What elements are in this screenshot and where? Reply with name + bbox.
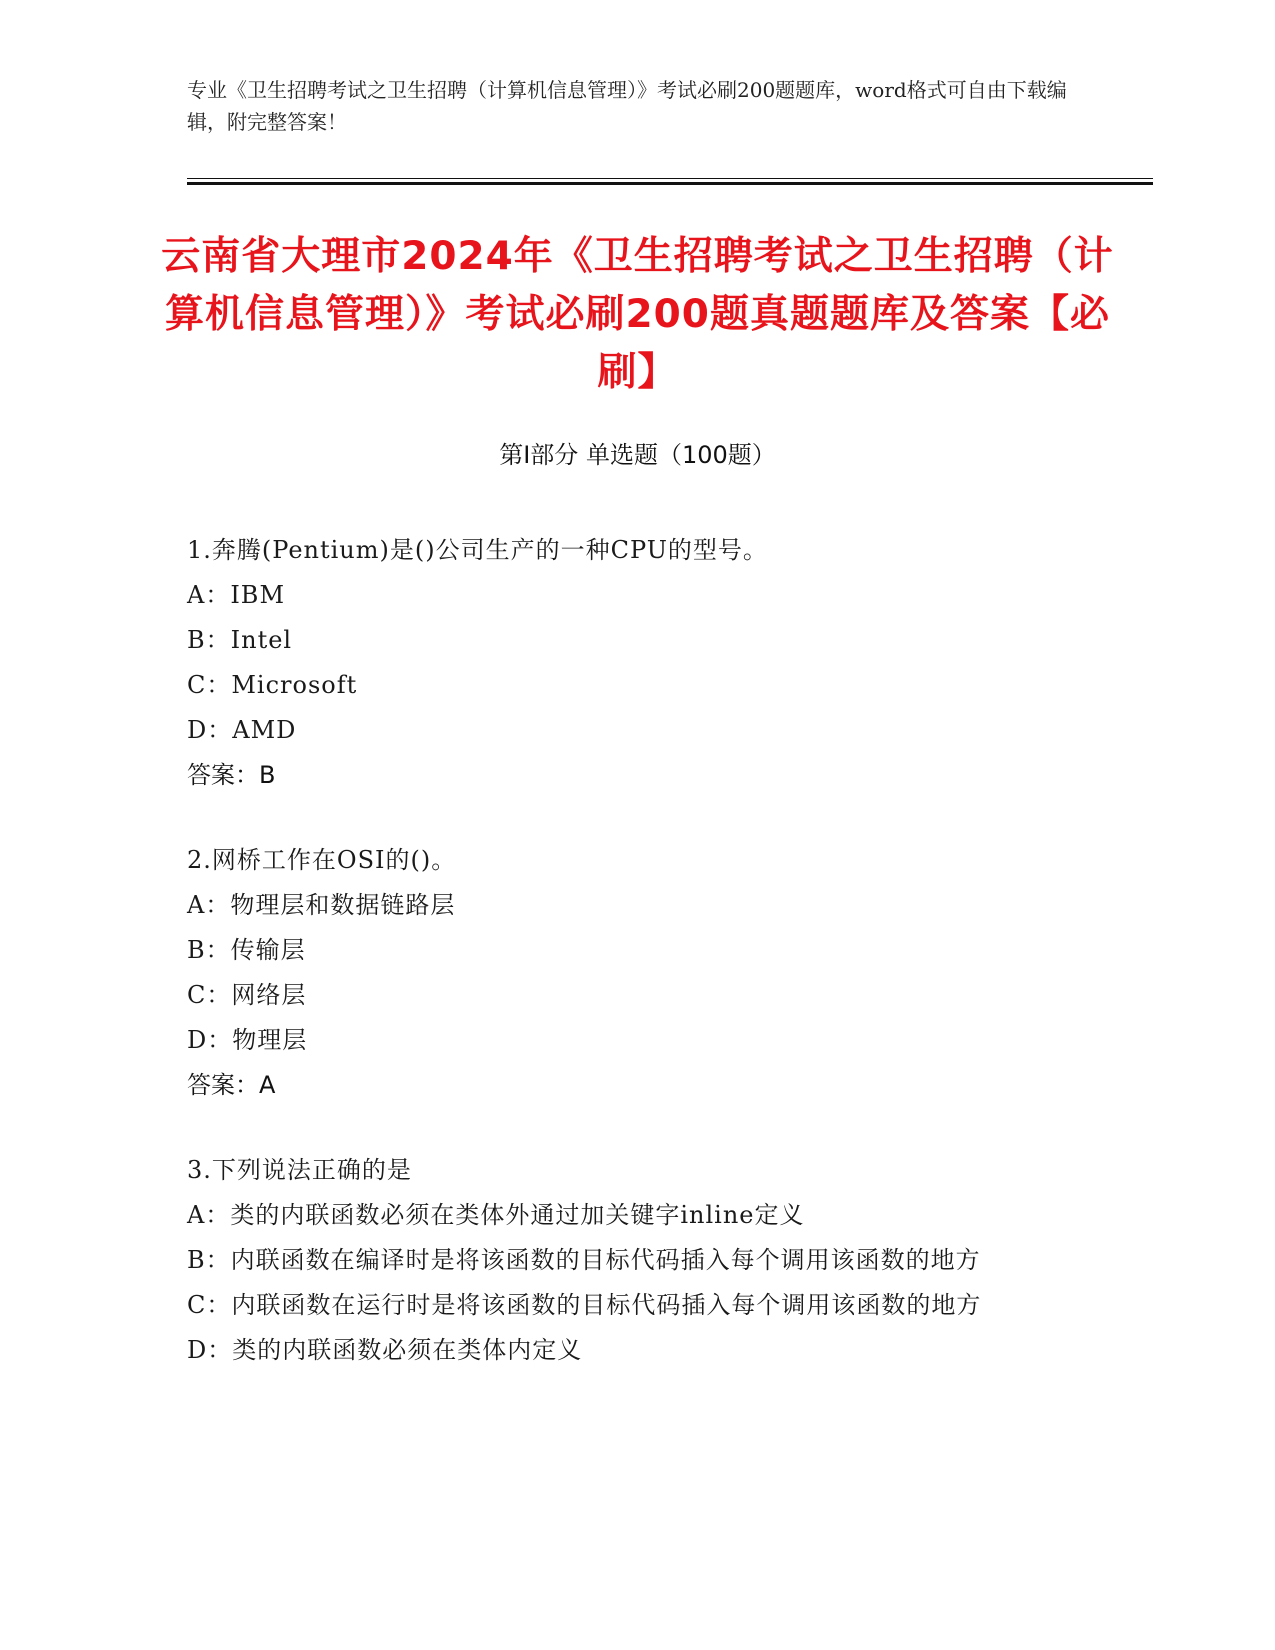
question-2 (187, 838, 1067, 1108)
document-title: 云南省大理市2024年《卫生招聘考试之卫生招聘（计算机信息管理）》考试必刷200题真题题库及答案【必刷】 (161, 234, 1114, 395)
question-stem: 3.下列说法正确的是 (187, 1156, 412, 1184)
option-a: A：IBM (187, 581, 286, 609)
option-d: D：类的内联函数必须在类体内定义 (187, 1336, 583, 1364)
option-a: A：物理层和数据链路层 (187, 891, 456, 919)
option-b: B：内联函数在编译时是将该函数的目标代码插入每个调用该函数的地方 (187, 1246, 981, 1274)
option-b: B：Intel (187, 626, 293, 654)
answer: 答案：A (187, 1071, 276, 1099)
header-note: 专业《卫生招聘考试之卫生招聘（计算机信息管理）》考试必刷200题题库，word格式可自由下载编辑，附完整答案！ (187, 78, 1067, 134)
header-divider-thick (187, 182, 1153, 185)
header-divider-thin (187, 178, 1153, 179)
answer: 答案：B (187, 761, 276, 789)
question-stem: 2.网桥工作在OSI的()。 (187, 846, 457, 874)
question-list (187, 528, 1067, 1413)
section-heading: 第Ⅰ部分 单选题（100题） (499, 441, 776, 469)
option-c: C：网络层 (187, 981, 307, 1009)
question-1 (187, 528, 1067, 798)
option-c: C：内联函数在运行时是将该函数的目标代码插入每个调用该函数的地方 (187, 1291, 982, 1319)
option-b: B：传输层 (187, 936, 306, 964)
question-3 (187, 1148, 1067, 1373)
option-d: D：物理层 (187, 1026, 308, 1054)
option-a: A：类的内联函数必须在类体外通过加关键字inline定义 (187, 1201, 805, 1229)
option-d: D：AMD (187, 716, 297, 744)
question-stem: 1.奔腾(Pentium)是()公司生产的一种CPU的型号。 (187, 536, 768, 564)
option-c: C：Microsoft (187, 671, 358, 699)
